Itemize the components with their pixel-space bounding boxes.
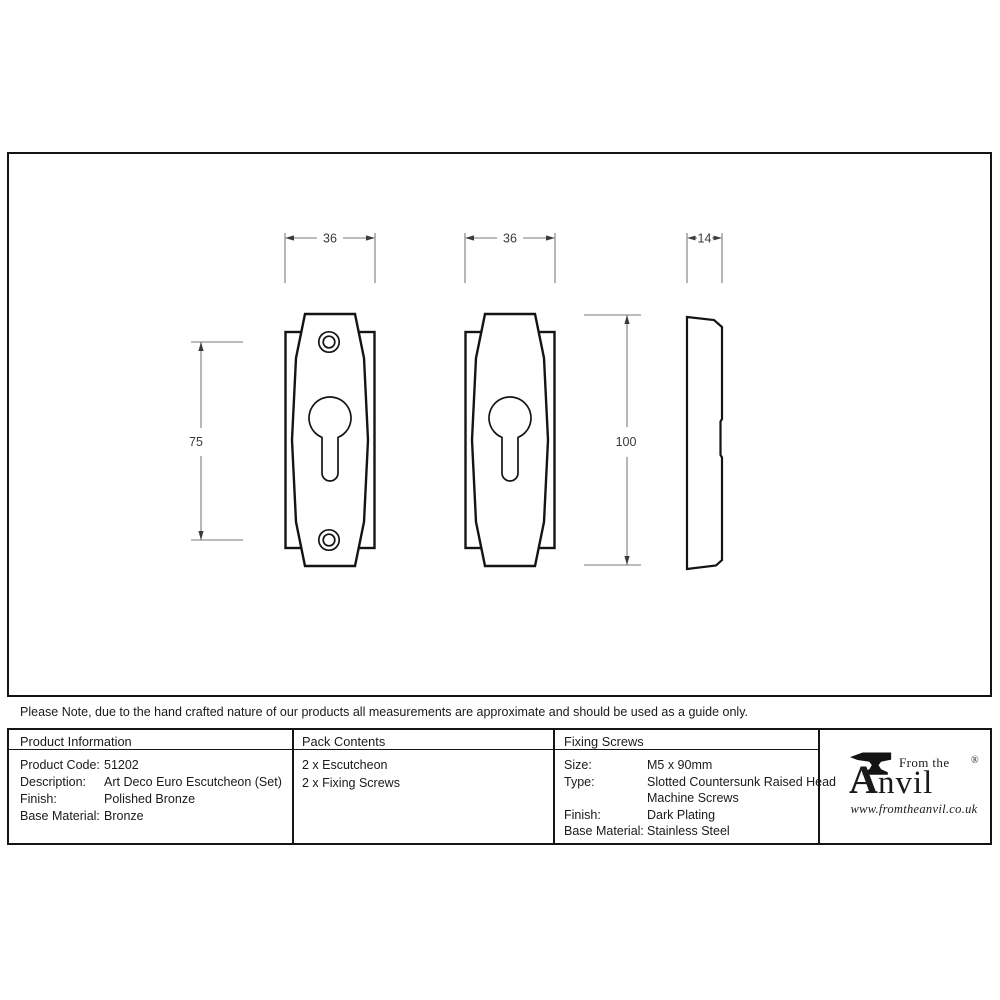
row-value: M5 x 90mm (647, 758, 713, 772)
row-text: 2 x Fixing Screws (302, 776, 400, 790)
row-label: Type: (564, 774, 595, 789)
row-value: Art Deco Euro Escutcheon (Set) (104, 775, 282, 789)
side-profile (687, 317, 722, 569)
row-label: Description: (20, 775, 86, 789)
dimension-width-front2 (465, 232, 555, 284)
arrow-left (285, 235, 294, 240)
logo-from-the: From the (899, 755, 950, 770)
row-label: Finish: (20, 792, 57, 806)
row-text: 2 x Escutcheon (302, 758, 388, 772)
dimension-side-thickness (687, 232, 722, 284)
fixing-screws-header: Fixing Screws (555, 730, 818, 750)
dimension-label: 36 (323, 231, 337, 246)
arrow-down (624, 556, 629, 565)
logo-letter-a: A (849, 757, 878, 802)
row-label (564, 790, 647, 807)
row-value: 51202 (104, 758, 139, 772)
row-value: Dark Plating (647, 807, 716, 822)
row-label: Base Material: (564, 824, 644, 838)
fixing-screws-rows (555, 750, 837, 840)
pack-contents-header: Pack Contents (294, 730, 553, 750)
row-value: Machine Screws (647, 791, 739, 805)
fixing-screws-cell (553, 730, 837, 845)
logo-website: www.fromtheanvil.co.uk (850, 802, 978, 816)
row-value: Stainless Steel (647, 824, 730, 838)
dimension-label: 36 (503, 231, 517, 246)
table-row (564, 757, 818, 774)
row-value: Polished Bronze (104, 792, 196, 806)
dimension-label: 14 (697, 231, 712, 246)
escutcheon-front-view-2 (466, 314, 555, 566)
row-label: Product Code: (20, 758, 100, 772)
arrow-up (198, 342, 203, 351)
row-label: Size: (564, 758, 592, 772)
table-row (20, 791, 292, 808)
table-row (20, 774, 292, 791)
dimension-label: 75 (189, 435, 203, 449)
table-row (564, 790, 818, 807)
table-row (20, 757, 292, 774)
table-row (302, 756, 553, 774)
measurement-note: Please Note, due to the hand crafted nature of our products all measurements are approximate and should be used as a guide only. (7, 695, 992, 730)
dimension-width-front1 (285, 232, 375, 284)
arrow-left (687, 236, 696, 241)
spec-table (7, 730, 992, 845)
row-value: Slotted Countersunk Raised Head (647, 774, 837, 789)
arrow-up (624, 315, 629, 324)
pack-contents-rows (294, 750, 553, 792)
pack-contents-cell (292, 730, 553, 845)
arrow-left (465, 235, 474, 240)
table-row (564, 774, 837, 791)
dimension-plate-height (584, 315, 641, 565)
table-row (564, 823, 818, 840)
brand-logo-cell (818, 730, 992, 845)
table-row (20, 808, 292, 825)
product-information-rows (7, 750, 292, 825)
screw-hole-top-inner (323, 336, 335, 348)
logo-letters-nvil: nvil (878, 765, 934, 801)
table-row (302, 774, 553, 792)
table-row (564, 807, 818, 824)
arrow-right (366, 235, 375, 240)
registered-trademark-symbol: ® (971, 755, 979, 766)
escutcheon-side-view (687, 317, 722, 569)
dimension-screw-spacing (189, 342, 243, 540)
arrow-right (546, 235, 555, 240)
screw-hole-bottom-inner (323, 534, 335, 546)
product-information-cell (7, 730, 292, 845)
escutcheon-front-view-1 (286, 314, 375, 566)
row-label: Base Material: (20, 809, 100, 823)
arrow-down (198, 531, 203, 540)
row-value: Bronze (104, 809, 144, 823)
product-information-header: Product Information (7, 730, 292, 750)
row-label: Finish: (564, 807, 601, 822)
anvil-logo (847, 752, 981, 818)
dimension-label: 100 (615, 435, 637, 449)
arrow-right (714, 236, 723, 241)
